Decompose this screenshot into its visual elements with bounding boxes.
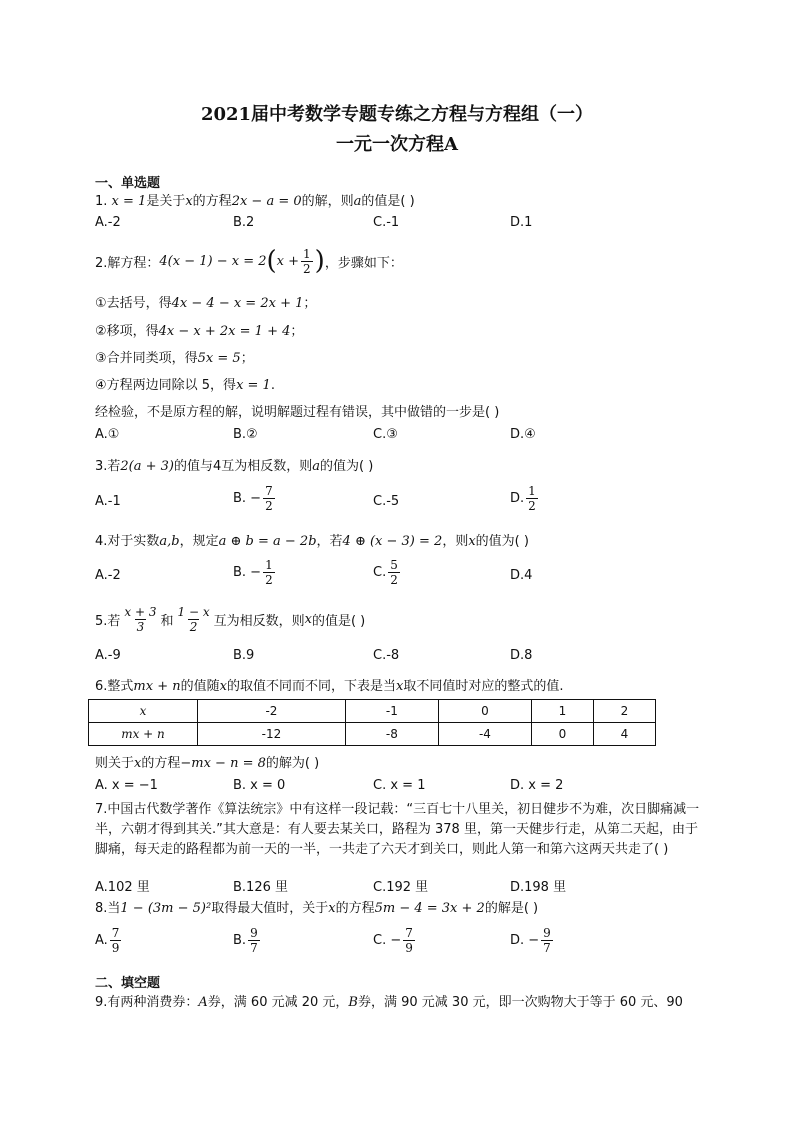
question-3-options <box>95 484 655 520</box>
step-label: ④方程两边同除以 5，得 <box>95 378 237 393</box>
table-cell: 4 <box>593 723 655 746</box>
q6-eq: −mx − n = 8 <box>180 756 266 771</box>
q8-option-a[interactable] <box>95 926 123 955</box>
question-2-stem <box>95 244 403 278</box>
q8-expr: 1 − (3m − 5)² <box>120 901 212 916</box>
q4-text: 的值为( ) <box>475 534 529 549</box>
option-prefix: A. <box>95 933 108 948</box>
option-fraction <box>526 484 538 513</box>
option-fraction <box>403 926 415 955</box>
question-4-stem <box>95 530 529 549</box>
denominator: 2 <box>265 573 273 587</box>
q6-text: 的值随 <box>180 679 220 694</box>
q8-option-b[interactable] <box>233 926 262 955</box>
table-cell: -8 <box>345 723 438 746</box>
question-7-text: 7.中国古代数学著作《算法统宗》中有这样一段记载：“三百七十八里关，初日健步不为难，次日脚痛减一半，六朝才得到其关.”其大意是：有人要去某关口，路程为 378 里，第一天健步行走，从第二天起，由于脚痛，每天走的路程都为前一天的一半，一共走了六天才到关口，则此人第一和第六这两天共走了( ) <box>95 802 700 857</box>
numerator: 5 <box>390 558 398 572</box>
table-row <box>89 700 656 723</box>
q4-text: ，则 <box>442 534 469 549</box>
denominator: 7 <box>543 941 551 955</box>
step-end: ； <box>303 296 317 311</box>
q5-text: 的值是( ) <box>311 613 366 629</box>
q6-text: 的方程 <box>141 756 181 771</box>
q2-fraction <box>301 247 313 276</box>
step-eq: 5x = 5 <box>197 351 241 366</box>
q6-value-table <box>88 699 656 746</box>
step-end: ； <box>240 351 254 366</box>
q3-text: 3.若 <box>95 459 121 474</box>
table-header-cell: mx + n <box>89 723 198 746</box>
numerator: x + 3 <box>124 604 157 619</box>
q2-option-d[interactable]: D.④ <box>510 427 536 442</box>
q4-eq: a ⊕ b = a − 2b <box>218 534 317 549</box>
denominator: 3 <box>136 619 145 634</box>
table-cell: -1 <box>345 700 438 723</box>
table-cell: 0 <box>438 700 531 723</box>
q1-option-b[interactable]: B.2 <box>233 215 255 230</box>
q7-option-a[interactable]: A.102 里 <box>95 880 150 895</box>
option-fraction <box>541 926 553 955</box>
table-row <box>89 723 656 746</box>
q2-eq-inner: x + <box>276 253 300 269</box>
numerator: 1 <box>528 484 536 498</box>
q4-text: ，规定 <box>179 534 219 549</box>
q1-text: 的解，则 <box>301 194 354 209</box>
q1-var: a <box>353 194 362 209</box>
option-prefix: C. − <box>373 933 402 948</box>
table-header-cell: x <box>89 700 198 723</box>
q5-text: 和 <box>160 613 174 629</box>
q1-text: 是关于 <box>146 194 186 209</box>
table-cell: -12 <box>198 723 346 746</box>
option-fraction <box>110 926 122 955</box>
question-5-stem <box>95 602 365 636</box>
q6-option-b[interactable]: B. x = 0 <box>233 778 286 793</box>
q6-text: 的取值不同而不同，下表是当 <box>226 679 396 694</box>
section-fill-in: 二、填空题 <box>95 976 161 991</box>
question-8-options <box>95 926 655 962</box>
option-prefix: B. − <box>233 491 262 506</box>
q9-var: A <box>198 995 208 1010</box>
numerator: 9 <box>250 926 258 940</box>
q6-text: 则关于 <box>95 756 135 771</box>
q4-text: ，若 <box>316 534 343 549</box>
option-fraction <box>248 926 260 955</box>
step-eq: x = 1 <box>236 378 271 393</box>
q2-check: 经检验，不是原方程的解，说明解题过程有错误，其中做错的一步是( ) <box>95 405 500 420</box>
step-eq: 4x − x + 2x = 1 + 4 <box>158 324 291 339</box>
denominator: 7 <box>250 941 258 955</box>
q5-option-a[interactable]: A.-9 <box>95 648 121 663</box>
title-line-1: 2021届中考数学专题专练之方程与方程组（一） <box>200 104 594 125</box>
q2-step-2 <box>95 320 303 339</box>
option-prefix: C. <box>373 565 387 580</box>
q5-var: x <box>304 611 312 627</box>
q1-option-a[interactable]: A.-2 <box>95 215 121 230</box>
step-eq: 4x − 4 − x = 2x + 1 <box>171 296 304 311</box>
denominator: 2 <box>189 619 198 634</box>
option-prefix: D. <box>510 491 525 506</box>
q7-option-c[interactable]: C.192 里 <box>373 880 429 895</box>
q4-option-d[interactable]: D.4 <box>510 568 533 583</box>
numerator: 9 <box>543 926 551 940</box>
q3-option-d[interactable] <box>510 484 540 513</box>
question-4-options <box>95 558 655 594</box>
q4-option-c[interactable] <box>373 558 402 587</box>
q1-number: 1. <box>95 194 112 209</box>
option-prefix: D. − <box>510 933 540 948</box>
denominator: 9 <box>405 941 413 955</box>
numerator: 7 <box>405 926 413 940</box>
q1-eq: x = 1 <box>111 194 147 209</box>
q3-option-c[interactable]: C.-5 <box>373 494 400 509</box>
option-fraction <box>263 484 275 513</box>
option-prefix: B. <box>233 933 247 948</box>
q6-option-a[interactable]: A. x = −1 <box>95 778 158 793</box>
q4-option-a[interactable]: A.-2 <box>95 568 121 583</box>
section-single-choice: 一、单选题 <box>95 176 161 191</box>
q6-text: 6.整式 <box>95 679 134 694</box>
q8-text: 取得最大值时，关于 <box>211 901 329 916</box>
q5-fraction-2 <box>176 605 212 634</box>
q2-step-3 <box>95 347 254 366</box>
question-6-stem <box>95 675 563 694</box>
q7-option-b[interactable]: B.126 里 <box>233 880 288 895</box>
step-label: ③合并同类项，得 <box>95 351 198 366</box>
option-fraction <box>263 558 275 587</box>
q3-text: 的值与4互为相反数，则 <box>174 459 313 474</box>
question-3-stem <box>95 455 373 474</box>
q2-text: 2.解方程： <box>95 255 160 271</box>
q8-text: 的方程 <box>335 901 375 916</box>
question-9-text <box>95 991 683 1010</box>
table-cell: -4 <box>438 723 531 746</box>
q5-text: 互为相反数，则 <box>213 613 305 629</box>
q7-option-d[interactable]: D.198 里 <box>510 880 567 895</box>
numerator: 7 <box>111 926 120 940</box>
table-cell: -2 <box>198 700 346 723</box>
q8-text: 的解是( ) <box>484 901 539 916</box>
q1-text: 的值是( ) <box>361 194 415 209</box>
q6-text: 的解为( ) <box>265 756 320 771</box>
q1-option-c[interactable]: C.-1 <box>373 215 400 230</box>
q1-text: 的方程 <box>192 194 232 209</box>
q9-var: B <box>348 995 358 1010</box>
q8-option-c[interactable] <box>373 926 417 955</box>
step-label: ①去括号，得 <box>95 296 172 311</box>
q2-step-1 <box>95 292 316 311</box>
q4-var: a,b <box>159 534 180 549</box>
step-end: ； <box>290 324 304 339</box>
q2-eq: 4(x − 1) − x = 2 <box>159 253 267 269</box>
q9-text: 券，满 90 元减 30 元，即一次购物大于等于 60 元、90 <box>357 995 683 1010</box>
q6-var: x <box>219 679 227 694</box>
numerator: 1 − x <box>177 604 210 619</box>
q3-option-b[interactable] <box>233 484 277 513</box>
question-8-stem <box>95 897 538 916</box>
step-end: . <box>270 378 275 393</box>
q5-fraction-1 <box>122 605 158 634</box>
denominator: 2 <box>303 261 311 276</box>
q8-eq: 5m − 4 = 3x + 2 <box>374 901 485 916</box>
q5-option-b[interactable]: B.9 <box>233 648 255 663</box>
q6-var: x <box>395 679 404 694</box>
q4-var: x <box>468 534 476 549</box>
step-label: ②移项，得 <box>95 324 159 339</box>
q5-text: 5.若 <box>95 613 121 629</box>
q1-option-d[interactable]: D.1 <box>510 215 533 230</box>
q8-text: 8.当 <box>95 901 121 916</box>
q2-option-a[interactable]: A.① <box>95 427 120 442</box>
denominator: 2 <box>528 499 536 513</box>
q3-var: a <box>312 459 321 474</box>
question-1-stem <box>95 190 415 209</box>
q2-option-c[interactable]: C.③ <box>373 427 398 442</box>
q8-option-d[interactable] <box>510 926 555 955</box>
q5-option-d[interactable]: D.8 <box>510 648 533 663</box>
numerator: 1 <box>303 246 311 261</box>
option-fraction <box>388 558 400 587</box>
numerator: 1 <box>265 558 273 572</box>
q3-eq: 2(a + 3) <box>120 459 174 474</box>
q6-option-d[interactable]: D. x = 2 <box>510 778 564 793</box>
table-cell: 2 <box>593 700 655 723</box>
numerator: 7 <box>265 484 273 498</box>
q3-text: 的值为( ) <box>320 459 374 474</box>
q2-text: ，步骤如下： <box>324 255 403 271</box>
q3-option-a[interactable]: A.-1 <box>95 494 121 509</box>
q6-expr: mx + n <box>133 679 181 694</box>
q2-step-4 <box>95 374 275 393</box>
q2-option-b[interactable]: B.② <box>233 427 258 442</box>
q6-text: 取不同值时对应的整式的值. <box>403 679 564 694</box>
q4-eq: 4 ⊕ (x − 3) = 2 <box>342 534 443 549</box>
q6-question <box>95 752 319 771</box>
q5-option-c[interactable]: C.-8 <box>373 648 400 663</box>
paren-close: ) <box>314 246 325 276</box>
q1-eq: 2x − a = 0 <box>231 194 302 209</box>
denominator: 2 <box>265 499 273 513</box>
q6-var: x <box>134 756 142 771</box>
title-line-2: 一元一次方程A <box>336 134 458 155</box>
paren-open: ( <box>266 246 277 276</box>
q4-text: 4.对于实数 <box>95 534 160 549</box>
table-cell: 0 <box>531 723 593 746</box>
option-prefix: B. − <box>233 565 262 580</box>
table-cell: 1 <box>531 700 593 723</box>
denominator: 9 <box>111 941 120 955</box>
q9-text: 9.有两种消费券： <box>95 995 199 1010</box>
q1-var: x <box>185 194 193 209</box>
denominator: 2 <box>390 573 398 587</box>
q4-option-b[interactable] <box>233 558 277 587</box>
q8-var: x <box>328 901 336 916</box>
q9-text: 券，满 60 元减 20 元， <box>207 995 349 1010</box>
q6-option-c[interactable]: C. x = 1 <box>373 778 426 793</box>
